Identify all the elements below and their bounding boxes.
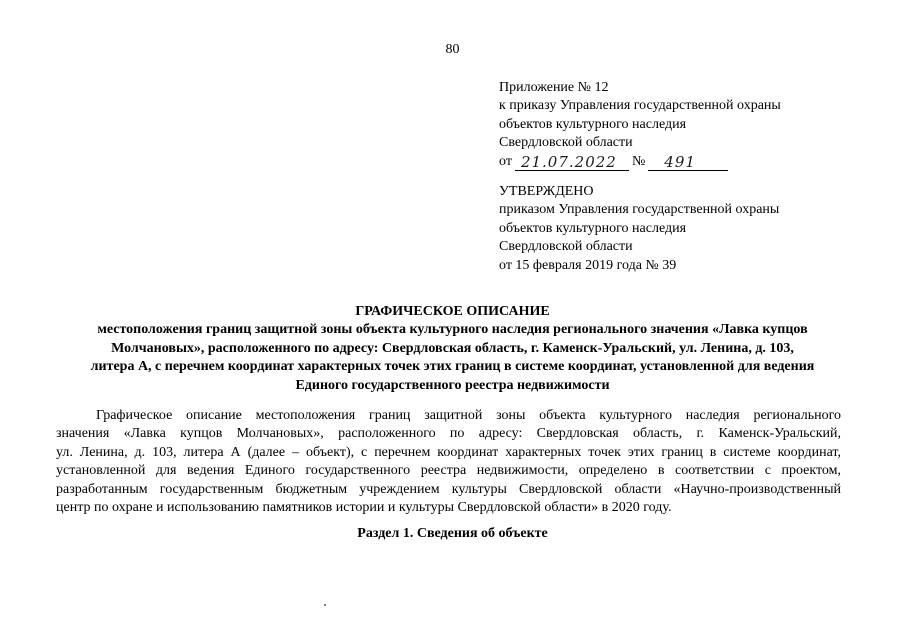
- appendix-line: к приказу Управления государственной охраны: [499, 98, 781, 114]
- appendix-block: [499, 79, 781, 171]
- section-heading: Раздел 1. Сведения об объекте: [357, 526, 548, 541]
- approved-block: [499, 183, 779, 275]
- paragraph-line: установленной для ведения Единого государственного реестра недвижимости, определено в соответствии с проектом,: [56, 463, 841, 479]
- body-paragraph: [56, 407, 841, 517]
- paragraph-line: Графическое описание местоположения границ защитной зоны объекта культурного наследия регионального: [96, 408, 841, 423]
- approved-line: приказом Управления государственной охраны: [499, 202, 780, 218]
- title-line: местоположения границ защитной зоны объекта культурного наследия регионального значения «Лавка купцов: [97, 322, 808, 338]
- handwritten-number: 491: [664, 152, 696, 171]
- approved-line: объектов культурного наследия: [499, 220, 687, 236]
- paragraph-line: разработанным государственным бюджетным учреждением культуры Свердловской области «Научно-производственный: [56, 481, 841, 497]
- handwritten-date: 21.07.2022: [520, 152, 617, 171]
- paragraph-line: центр по охране и использованию памятников истории и культуры Свердловской области» в 2020 году.: [56, 500, 672, 516]
- scan-speck: [324, 604, 326, 606]
- paragraph-line: ул. Ленина, д. 103, литера А (далее – объект), с перечнем координат характерных точек этих границ в системе координат,: [56, 444, 841, 460]
- document-title: [56, 303, 849, 395]
- appendix-line: объектов культурного наследия: [499, 116, 687, 132]
- from-label: от: [499, 153, 512, 169]
- title-line: Единого государственного реестра недвижимости: [295, 377, 610, 393]
- approved-line: Свердловской области: [499, 239, 633, 255]
- title-heading: ГРАФИЧЕСКОЕ ОПИСАНИЕ: [355, 304, 550, 319]
- approved-line: от 15 февраля 2019 года № 39: [499, 257, 677, 273]
- page-number: 80: [445, 42, 460, 57]
- title-line: литера А, с перечнем координат характерных точек этих границ в системе координат, установленной для ведения: [90, 359, 815, 375]
- number-blank: [648, 152, 728, 171]
- appendix-line: Приложение № 12: [499, 80, 609, 95]
- title-line: Молчановых», расположенного по адресу: Свердловская область, г. Каменск-Уральский, ул. Ленина, д. 103,: [111, 340, 794, 356]
- approved-heading: УТВЕРЖДЕНО: [499, 184, 594, 199]
- appendix-signature-row: [499, 153, 781, 171]
- appendix-line: Свердловской области: [499, 135, 633, 151]
- number-label: №: [631, 153, 646, 169]
- paragraph-line: значения «Лавка купцов Молчановых», расположенного по адресу: Свердловская область, г. Каменск-Уральский,: [56, 426, 841, 442]
- date-blank: [515, 152, 629, 171]
